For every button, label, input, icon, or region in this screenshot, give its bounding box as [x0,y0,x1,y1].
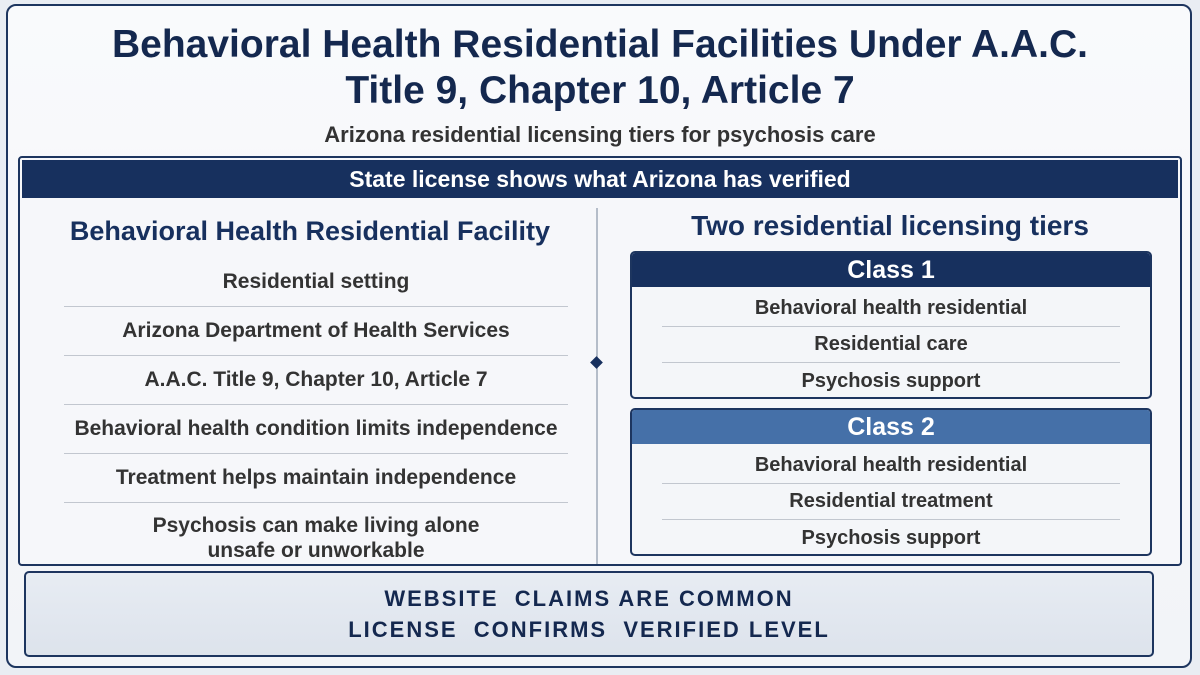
criteria-item-line-2: unsafe or unworkable [207,539,425,562]
class-1-list [632,287,1150,399]
footer-callout [24,571,1154,657]
title-line-2: Title 9, Chapter 10, Article 7 [345,69,855,112]
class-2-item: Psychosis support [801,526,981,549]
subtitle: Arizona residential licensing tiers for psychosis care [324,122,876,147]
criteria-item: Residential setting [64,258,568,307]
left-column-heading: Behavioral Health Residential Facility [69,216,551,246]
title-line-1: Behavioral Health Residential Facilities Under A.A.C. [112,23,1088,66]
right-column-heading: Two residential licensing tiers [691,210,1089,241]
class-1-item: Behavioral health residential [662,291,1120,327]
class-2-item: Behavioral health residential [662,448,1120,484]
column-divider [596,208,598,564]
criteria-item-last [64,503,568,573]
banner: State license shows what Arizona has verified [22,160,1178,198]
facility-criteria-list [64,258,568,573]
class-1-header: Class 1 [632,253,1150,287]
page-title [0,22,1200,114]
class-1-item: Residential care [662,327,1120,363]
class-2-item: Residential treatment [662,484,1120,520]
class-1-card [630,251,1152,399]
class-1-item: Psychosis support [801,369,981,392]
class-2-header: Class 2 [632,410,1150,444]
footer-line-2: LICENSE CONFIRMS VERIFIED LEVEL [348,617,830,642]
criteria-item: Behavioral health condition limits independence [64,405,568,454]
criteria-item: Arizona Department of Health Services [64,307,568,356]
footer-line-1: WEBSITE CLAIMS ARE COMMON [384,586,794,611]
criteria-item: A.A.C. Title 9, Chapter 10, Article 7 [64,356,568,405]
criteria-item-line-1: Psychosis can make living alone [152,514,480,537]
class-2-card [630,408,1152,556]
class-2-list [632,444,1150,556]
criteria-item: Treatment helps maintain independence [64,454,568,503]
